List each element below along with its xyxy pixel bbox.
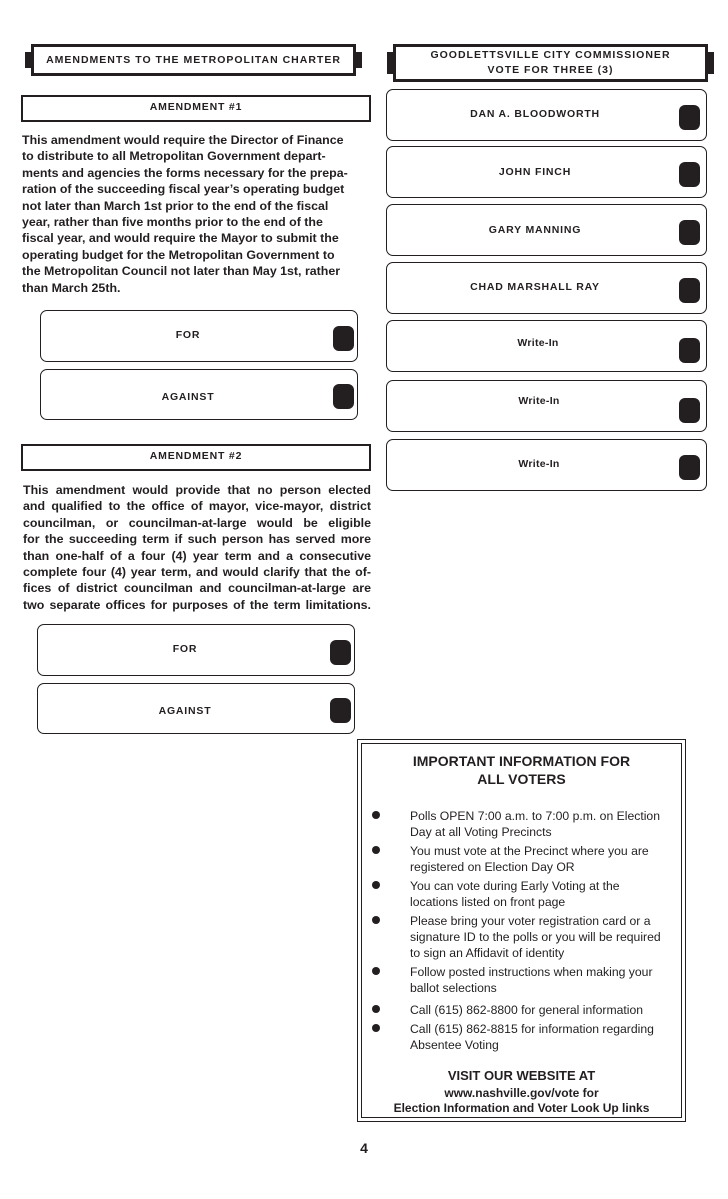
amendment-2-header bbox=[21, 444, 371, 471]
write-in-choice[interactable] bbox=[386, 439, 707, 491]
info-title-line2: ALL VOTERS bbox=[477, 771, 566, 787]
page-number: 4 bbox=[360, 1140, 368, 1156]
info-item-line: registered on Election Day OR bbox=[410, 860, 575, 874]
write-in-label: Write-In bbox=[518, 395, 560, 407]
text-line: and qualified to the office of mayor, vice-mayor, district bbox=[23, 499, 371, 514]
candidate-name: GARY MANNING bbox=[488, 224, 582, 236]
text-line: year, rather than five months prior to the end of the bbox=[22, 215, 323, 230]
candidate-name: CHAD MARSHALL RAY bbox=[470, 281, 600, 293]
text-line: than March 25th. bbox=[22, 280, 121, 295]
text-line: fiscal year, and would require the Mayor to submit the bbox=[22, 231, 339, 246]
info-item-line: Follow posted instructions when making your bbox=[410, 965, 653, 979]
candidate-name: JOHN FINCH bbox=[498, 166, 572, 178]
write-in-label: Write-In bbox=[518, 458, 560, 470]
candidate-choice[interactable] bbox=[386, 89, 707, 141]
info-item bbox=[410, 843, 672, 875]
text-line: two separate offices for purposes of the term limitations. bbox=[23, 597, 371, 612]
amendment-1-title: AMENDMENT #1 bbox=[149, 101, 243, 113]
info-item-line: You can vote during Early Voting at the bbox=[410, 879, 620, 893]
bullet-icon bbox=[372, 1024, 380, 1032]
info-item-line: Polls OPEN 7:00 a.m. to 7:00 p.m. on Election bbox=[410, 809, 660, 823]
vote-instruction: VOTE FOR THREE (3) bbox=[487, 64, 614, 76]
amendment-2-against-choice[interactable] bbox=[37, 683, 355, 734]
info-item-line: Call (615) 862-8800 for general information bbox=[410, 1003, 644, 1017]
charter-section-header bbox=[31, 44, 356, 76]
vote-oval-icon[interactable] bbox=[679, 338, 700, 363]
choice-label: FOR bbox=[175, 329, 201, 341]
info-item bbox=[410, 1021, 672, 1053]
amendment-2-text bbox=[23, 482, 371, 613]
text-line: for the succeeding term if such person has served more bbox=[23, 532, 371, 547]
text-line: councilman, or councilman-at-large would be eligible bbox=[23, 515, 371, 530]
info-item bbox=[410, 878, 672, 910]
vote-oval-icon[interactable] bbox=[679, 162, 700, 187]
info-title-line1: IMPORTANT INFORMATION FOR bbox=[412, 753, 631, 769]
website-url[interactable]: www.nashville.gov/vote for bbox=[444, 1086, 599, 1100]
info-item-line: Absentee Voting bbox=[410, 1038, 499, 1052]
bullet-icon bbox=[372, 881, 380, 889]
info-item-line: Call (615) 862-8815 for information regarding bbox=[410, 1022, 654, 1036]
info-item bbox=[410, 913, 672, 961]
text-line: This amendment would require the Director of Finance bbox=[22, 133, 344, 147]
text-line: This amendment would provide that no person elected bbox=[23, 483, 371, 497]
bullet-icon bbox=[372, 967, 380, 975]
amendment-1-against-choice[interactable] bbox=[40, 369, 358, 420]
text-line: complete four (4) year term, and would clarify that the of- bbox=[23, 565, 371, 580]
candidate-name: DAN A. BLOODWORTH bbox=[470, 108, 600, 120]
vote-oval-icon[interactable] bbox=[679, 455, 700, 480]
info-item-line: ballot selections bbox=[410, 981, 497, 995]
commissioner-office-title: GOODLETTSVILLE CITY COMMISSIONER bbox=[430, 49, 671, 61]
text-line: than one-half of a four (4) year term and a consecutive bbox=[23, 548, 371, 563]
amendment-1-for-choice[interactable] bbox=[40, 310, 358, 362]
vote-oval-icon[interactable] bbox=[333, 384, 354, 409]
choice-label: AGAINST bbox=[158, 705, 212, 717]
write-in-label: Write-In bbox=[517, 337, 559, 349]
write-in-choice[interactable] bbox=[386, 320, 707, 372]
info-item-line: locations listed on front page bbox=[410, 895, 566, 909]
candidate-choice[interactable] bbox=[386, 262, 707, 314]
website-description: Election Information and Voter Look Up links bbox=[393, 1101, 650, 1115]
text-line: operating budget for the Metropolitan Government to bbox=[22, 247, 335, 262]
charter-section-title: AMENDMENTS TO THE METROPOLITAN CHARTER bbox=[46, 54, 341, 66]
website-title: VISIT OUR WEBSITE AT bbox=[447, 1068, 596, 1083]
vote-oval-icon[interactable] bbox=[333, 326, 354, 351]
bullet-icon bbox=[372, 916, 380, 924]
info-item-line: to sign an Affidavit of identity bbox=[410, 946, 565, 960]
amendment-2-title: AMENDMENT #2 bbox=[149, 450, 243, 462]
info-item bbox=[410, 1002, 672, 1018]
text-line: fices of district councilman and councilman-at-large are bbox=[23, 581, 371, 596]
text-line: ration of the succeeding fiscal year’s operating budget bbox=[22, 182, 345, 197]
info-item bbox=[410, 808, 672, 840]
info-item bbox=[410, 964, 672, 996]
choice-label: AGAINST bbox=[161, 391, 215, 403]
text-line: not later than March 1st prior to the end of the fiscal bbox=[22, 198, 329, 213]
info-item-line: Day at all Voting Precincts bbox=[410, 825, 552, 839]
choice-label: FOR bbox=[172, 643, 198, 655]
info-item-line: Please bring your voter registration card or a bbox=[410, 914, 651, 928]
bullet-icon bbox=[372, 846, 380, 854]
text-line: to distribute to all Metropolitan Government depart- bbox=[22, 149, 326, 164]
write-in-choice[interactable] bbox=[386, 380, 707, 432]
vote-oval-icon[interactable] bbox=[679, 278, 700, 303]
bullet-icon bbox=[372, 811, 380, 819]
amendment-1-text bbox=[22, 132, 367, 296]
info-item-line: signature ID to the polls or you will be required bbox=[410, 930, 661, 944]
vote-oval-icon[interactable] bbox=[679, 220, 700, 245]
text-line: ments and agencies the forms necessary for the prepa- bbox=[22, 165, 348, 180]
vote-oval-icon[interactable] bbox=[679, 398, 700, 423]
amendment-1-header bbox=[21, 95, 371, 122]
vote-oval-icon[interactable] bbox=[330, 640, 351, 665]
info-item-line: You must vote at the Precinct where you are bbox=[410, 844, 649, 858]
candidate-choice[interactable] bbox=[386, 204, 707, 256]
text-line: the Metropolitan Council not later than May 1st, rather bbox=[22, 264, 341, 279]
candidate-choice[interactable] bbox=[386, 146, 707, 198]
vote-oval-icon[interactable] bbox=[330, 698, 351, 723]
commissioner-section-header bbox=[393, 44, 708, 82]
bullet-icon bbox=[372, 1005, 380, 1013]
vote-oval-icon[interactable] bbox=[679, 105, 700, 130]
amendment-2-for-choice[interactable] bbox=[37, 624, 355, 676]
